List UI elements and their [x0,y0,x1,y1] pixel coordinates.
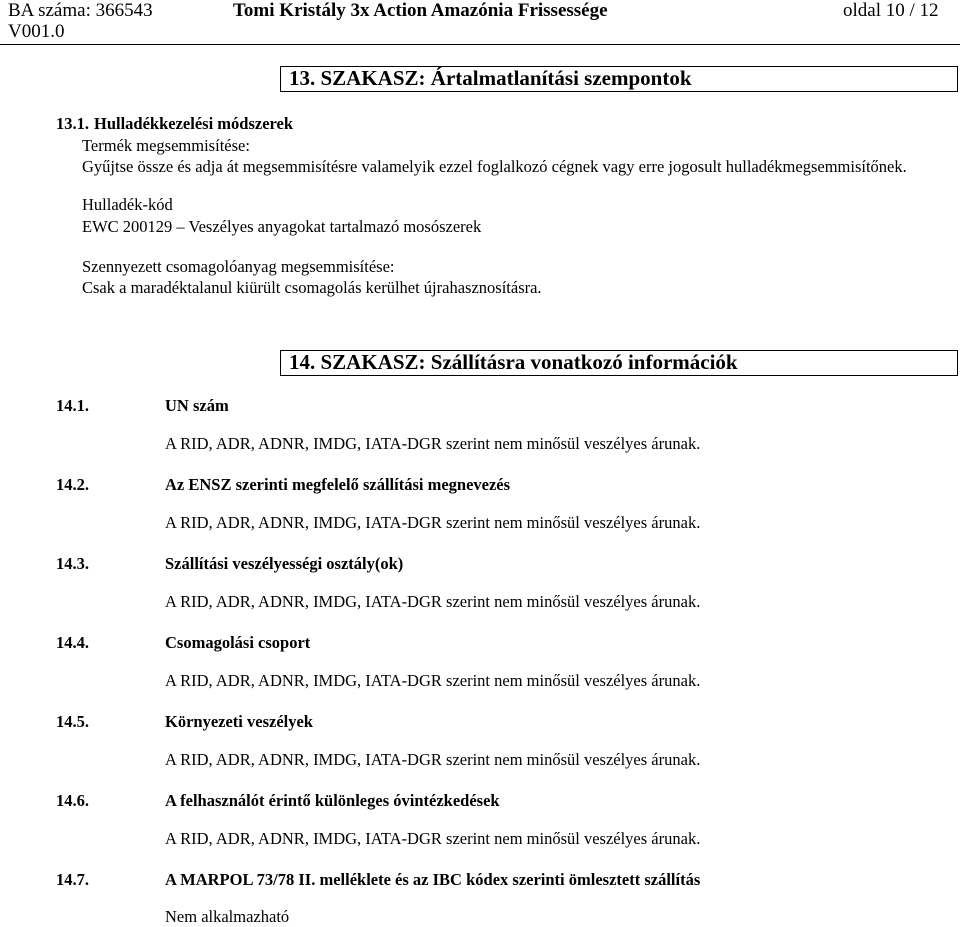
item-text: A RID, ADR, ADNR, IMDG, IATA-DGR szerint nem minősül veszélyes árunak. [165,671,701,690]
page-number: oldal 10 / 12 [843,0,939,21]
item-text: A RID, ADR, ADNR, IMDG, IATA-DGR szerint nem minősül veszélyes árunak. [165,592,701,611]
product-name: Tomi Kristály 3x Action Amazónia Frissessége [233,0,608,21]
item-number: 14.7. [56,870,89,889]
item-title: Az ENSZ szerinti megfelelő szállítási megnevezés [165,475,511,494]
item-number: 14.1. [56,396,89,415]
item-number: 14.2. [56,475,89,494]
product-disposal-label: Termék megsemmisítése: [82,136,250,155]
document-version: V001.0 [8,21,65,42]
packaging-label: Szennyezett csomagolóanyag megsemmisítése: [82,257,395,276]
item-number: 14.6. [56,791,89,810]
item-text: A RID, ADR, ADNR, IMDG, IATA-DGR szerint nem minősül veszélyes árunak. [165,434,701,453]
packaging-text: Csak a maradéktalanul kiürült csomagolás kerülhet újrahasznosításra. [82,278,542,297]
item-title: Csomagolási csoport [165,633,311,652]
item-text: A RID, ADR, ADNR, IMDG, IATA-DGR szerint nem minősül veszélyes árunak. [165,750,701,769]
section-13-1-number: 13.1. [56,114,89,133]
item-title: A felhasználót érintő különleges óvintézkedések [165,791,500,810]
section-13-1-title: Hulladékkezelési módszerek [94,114,294,133]
item-title: A MARPOL 73/78 II. melléklete és az IBC kódex szerinti ömlesztett szállítás [165,870,701,889]
item-number: 14.5. [56,712,89,731]
document-id: BA száma: 366543 [8,0,153,21]
item-title: Szállítási veszélyességi osztály(ok) [165,554,404,573]
item-number: 14.3. [56,554,89,573]
item-text: Nem alkalmazható [165,907,290,926]
item-title: UN szám [165,396,229,415]
item-number: 14.4. [56,633,89,652]
waste-code-text: EWC 200129 – Veszélyes anyagokat tartalmazó mosószerek [82,217,482,236]
section-14-title: 14. SZAKASZ: Szállításra vonatkozó információk [289,350,738,374]
item-text: A RID, ADR, ADNR, IMDG, IATA-DGR szerint nem minősül veszélyes árunak. [165,513,701,532]
waste-code-label: Hulladék-kód [82,195,173,214]
header-divider [0,44,960,45]
section-13-title: 13. SZAKASZ: Ártalmatlanítási szempontok [289,66,692,90]
item-title: Környezeti veszélyek [165,712,313,731]
item-text: A RID, ADR, ADNR, IMDG, IATA-DGR szerint nem minősül veszélyes árunak. [165,829,701,848]
product-disposal-text: Gyűjtse össze és adja át megsemmisítésre valamelyik ezzel foglalkozó cégnek vagy erre jogosult hulladékmegsemmisítőnek. [82,157,907,176]
